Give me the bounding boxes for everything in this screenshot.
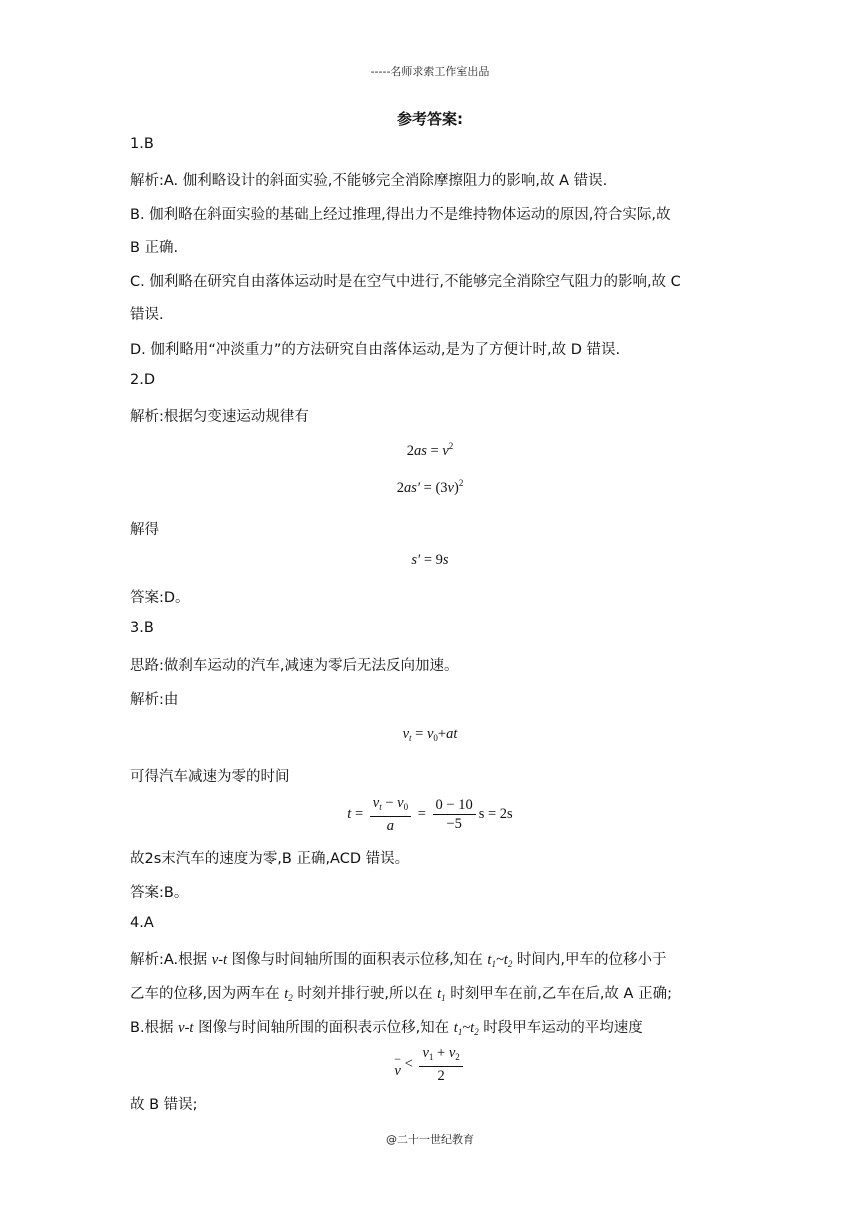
page-footer: @二十一世纪教育 [386, 1133, 474, 1146]
q4-option-a-line1 [130, 948, 667, 969]
q4-a1-text-1: 解析:A.根据 [130, 952, 212, 968]
q2-solve: 解得 [130, 522, 159, 538]
q3-from: 解析:由 [130, 692, 179, 708]
vt-symbol: v-t [211, 952, 228, 968]
q3-time-intro: 可得汽车减速为零的时间 [130, 769, 290, 785]
q4-b1-text-3: 时段甲车运动的平均速度 [478, 1020, 643, 1036]
q3-velocity-equation: $v_t = v_0+at$ [402, 726, 458, 743]
q4-a2-text-1: 乙车的位移,因为两车在 [130, 986, 285, 1002]
q1-option-c-line1: C. 伽利略在研究自由落体运动时是在空气中进行,不能够完全消除空气阻力的影响,故 C [130, 274, 681, 290]
t1-t2-symbol: $t_1\sim t_2$ [487, 952, 513, 969]
t1-symbol: $t_1$ [437, 986, 446, 1003]
q4-a2-text-2: 时刻并排行驶,所以在 [292, 986, 438, 1002]
q2-answer: 答案:D。 [130, 590, 190, 606]
q2-equation-2: $2as' = (3v)^2$ [396, 478, 464, 496]
q4-option-a-line2 [130, 982, 672, 1003]
q2-intro: 解析:根据匀变速运动规律有 [130, 409, 309, 425]
q3-answer: 答案:B。 [130, 885, 189, 901]
t1-t2-symbol-2: $t_1\sim t_2$ [453, 1020, 479, 1037]
q2-number: 2.D [130, 372, 155, 388]
q1-option-b-line1: B. 伽利略在斜面实验的基础上经过推理,得出力不是维持物体运动的原因,符合实际,故 [130, 207, 671, 223]
q4-option-b-line1 [130, 1016, 643, 1037]
vt-symbol-2: v-t [178, 1020, 194, 1036]
q4-a1-text-3: 时间内,甲车的位移小于 [512, 952, 667, 968]
q4-a2-text-3: 时刻甲车在前,乙车在后,故 A 正确; [445, 986, 672, 1002]
q1-option-d: D. 伽利略用“冲淡重力”的方法研究自由落体运动,是为了方便计时,故 D 错误. [130, 342, 621, 358]
q2-equation-1: $2as = v^2$ [406, 441, 454, 459]
page-header: -----名师求索工作室出品 [370, 65, 490, 78]
q1-number: 1.B [130, 136, 154, 152]
q4-b1-text-1: B.根据 [130, 1020, 179, 1036]
q3-number: 3.B [130, 620, 154, 636]
q1-option-a: 解析:A. 伽利略设计的斜面实验,不能够完全消除摩擦阻力的影响,故 A 错误. [130, 173, 608, 189]
q1-option-b-line2: B 正确. [130, 240, 179, 256]
q4-number: 4.A [130, 915, 154, 931]
q3-idea: 思路:做刹车运动的汽车,减速为零后无法反向加速。 [130, 658, 459, 674]
q3-conclusion: 故2s末汽车的速度为零,B 正确,ACD 错误。 [130, 851, 410, 867]
section-title: 参考答案: [397, 110, 463, 128]
q4-option-b-line2: 故 B 错误; [130, 1097, 198, 1113]
q3-time-equation: t = $\frac{v_t - v_0}{a}$ = $\frac{0 - 10}{-5}$ s = 2s [347, 795, 513, 834]
q4-b1-text-2: 图像与时间轴所围的面积表示位移,知在 [193, 1020, 454, 1036]
t2-symbol: $t_2$ [284, 986, 293, 1003]
q4-average-velocity-inequality: − v < $\frac{v_1 + v_2}{2}$ [0, 1045, 860, 1084]
q2-result-equation: s′ = 9s [411, 552, 449, 568]
q4-a1-text-2: 图像与时间轴所围的面积表示位移,知在 [227, 952, 488, 968]
q1-option-c-line2: 错误. [130, 307, 164, 323]
